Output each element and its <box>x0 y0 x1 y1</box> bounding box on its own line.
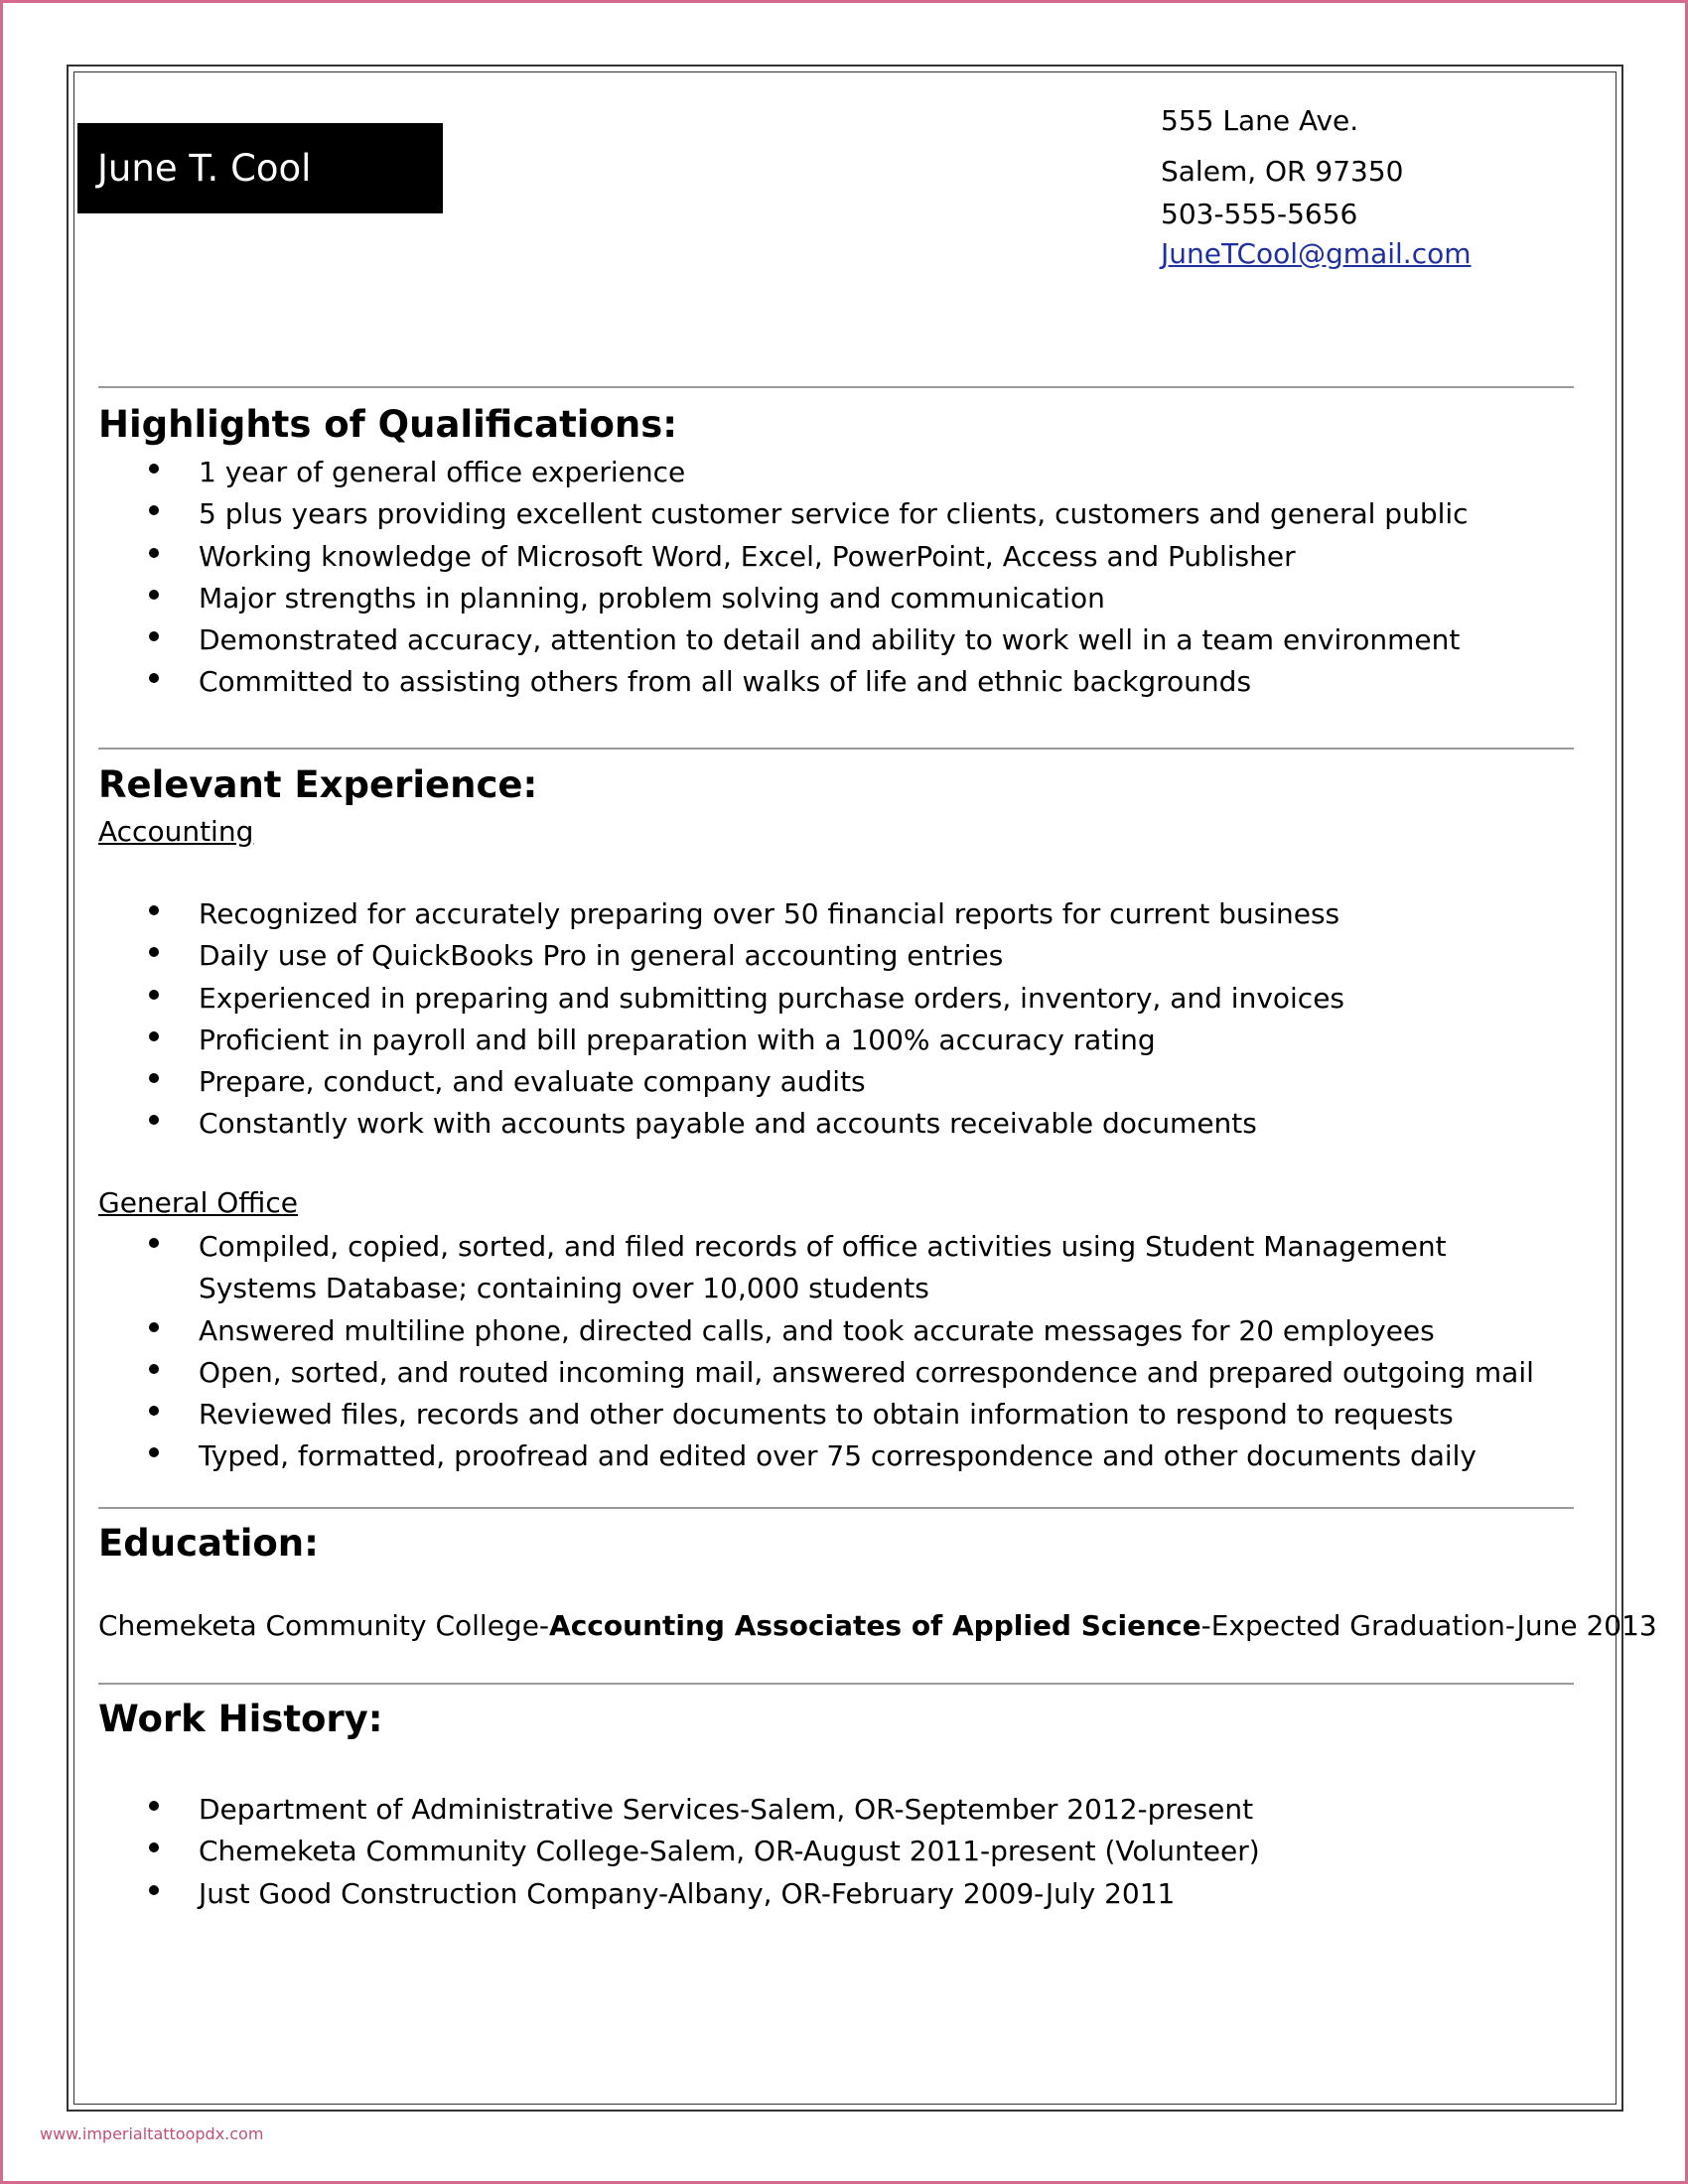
education-entry <box>98 1609 1657 1642</box>
list-item: Just Good Construction Company-Albany, OR-February 2009-July 2011 <box>0 1873 1688 1915</box>
work-history-heading: Work History: <box>98 1698 383 1740</box>
section-divider <box>98 1683 1574 1685</box>
list-item: Department of Administrative Services-Salem, OR-September 2012-present <box>0 1789 1688 1831</box>
bullet-icon <box>149 464 159 474</box>
general-office-list <box>0 1226 1688 1478</box>
list-item: Major strengths in planning, problem solving and communication <box>0 578 1688 619</box>
list-item: Daily use of QuickBooks Pro in general accounting entries <box>0 935 1688 977</box>
section-divider <box>98 1507 1574 1509</box>
bullet-icon <box>149 905 159 915</box>
bullet-icon <box>149 1073 159 1083</box>
section-divider <box>98 748 1574 750</box>
bullet-icon <box>149 1322 159 1332</box>
bullet-icon <box>149 590 159 600</box>
general-office-subheading: General Office <box>98 1186 298 1219</box>
education-school: Chemeketa Community College- <box>98 1609 550 1642</box>
experience-heading: Relevant Experience: <box>98 763 538 806</box>
bullet-icon <box>149 990 159 1000</box>
highlights-list <box>0 452 1688 704</box>
candidate-name: June T. Cool <box>97 147 312 190</box>
address-line-2: Salem, OR 97350 <box>1161 155 1404 188</box>
bullet-icon <box>149 1406 159 1416</box>
list-item: Compiled, copied, sorted, and filed records of office activities using Student Management Systems Database; containing over 10,000 students <box>0 1226 1688 1310</box>
bullet-icon <box>149 505 159 515</box>
education-graduation: -Expected Graduation-June 2013 <box>1200 1609 1657 1642</box>
list-item: Constantly work with accounts payable and accounts receivable documents <box>0 1103 1688 1145</box>
watermark-text: www.imperialtattoopdx.com <box>40 2124 264 2143</box>
bullet-icon <box>149 548 159 558</box>
bullet-icon <box>149 947 159 957</box>
highlights-heading: Highlights of Qualifications: <box>98 403 678 446</box>
list-item: Open, sorted, and routed incoming mail, answered correspondence and prepared outgoing mail <box>0 1352 1688 1394</box>
list-item: Reviewed files, records and other documents to obtain information to respond to requests <box>0 1394 1688 1435</box>
list-item: Demonstrated accuracy, attention to detail and ability to work well in a team environment <box>0 619 1688 661</box>
bullet-icon <box>149 1885 159 1895</box>
list-item: 1 year of general office experience <box>0 452 1688 493</box>
list-item: 5 plus years providing excellent customer service for clients, customers and general public <box>0 493 1688 535</box>
list-item: Chemeketa Community College-Salem, OR-August 2011-present (Volunteer) <box>0 1831 1688 1872</box>
bullet-icon <box>149 1364 159 1374</box>
bullet-icon <box>149 673 159 683</box>
work-history-list <box>0 1789 1688 1915</box>
phone-number: 503-555-5656 <box>1161 198 1358 230</box>
bullet-icon <box>149 631 159 641</box>
list-item: Typed, formatted, proofread and edited over 75 correspondence and other documents daily <box>0 1435 1688 1477</box>
bullet-icon <box>149 1447 159 1457</box>
bullet-icon <box>149 1843 159 1852</box>
name-banner <box>77 123 443 213</box>
education-degree: Accounting Associates of Applied Science <box>549 1609 1201 1642</box>
list-item: Committed to assisting others from all walks of life and ethnic backgrounds <box>0 661 1688 703</box>
bullet-icon <box>149 1801 159 1811</box>
accounting-list <box>0 893 1688 1146</box>
list-item: Answered multiline phone, directed calls, and took accurate messages for 20 employees <box>0 1310 1688 1352</box>
address-line-1: 555 Lane Ave. <box>1161 104 1359 137</box>
bullet-icon <box>149 1115 159 1125</box>
list-item: Working knowledge of Microsoft Word, Excel, PowerPoint, Access and Publisher <box>0 536 1688 578</box>
bullet-icon <box>149 1238 159 1248</box>
list-item: Experienced in preparing and submitting purchase orders, inventory, and invoices <box>0 978 1688 1020</box>
bullet-icon <box>149 1031 159 1041</box>
accounting-subheading: Accounting <box>98 815 254 848</box>
section-divider <box>98 386 1574 388</box>
email-link[interactable]: JuneTCool@gmail.com <box>1161 237 1472 270</box>
list-item: Prepare, conduct, and evaluate company audits <box>0 1061 1688 1103</box>
education-heading: Education: <box>98 1522 319 1565</box>
list-item: Recognized for accurately preparing over 50 financial reports for current business <box>0 893 1688 935</box>
list-item: Proficient in payroll and bill preparation with a 100% accuracy rating <box>0 1020 1688 1061</box>
